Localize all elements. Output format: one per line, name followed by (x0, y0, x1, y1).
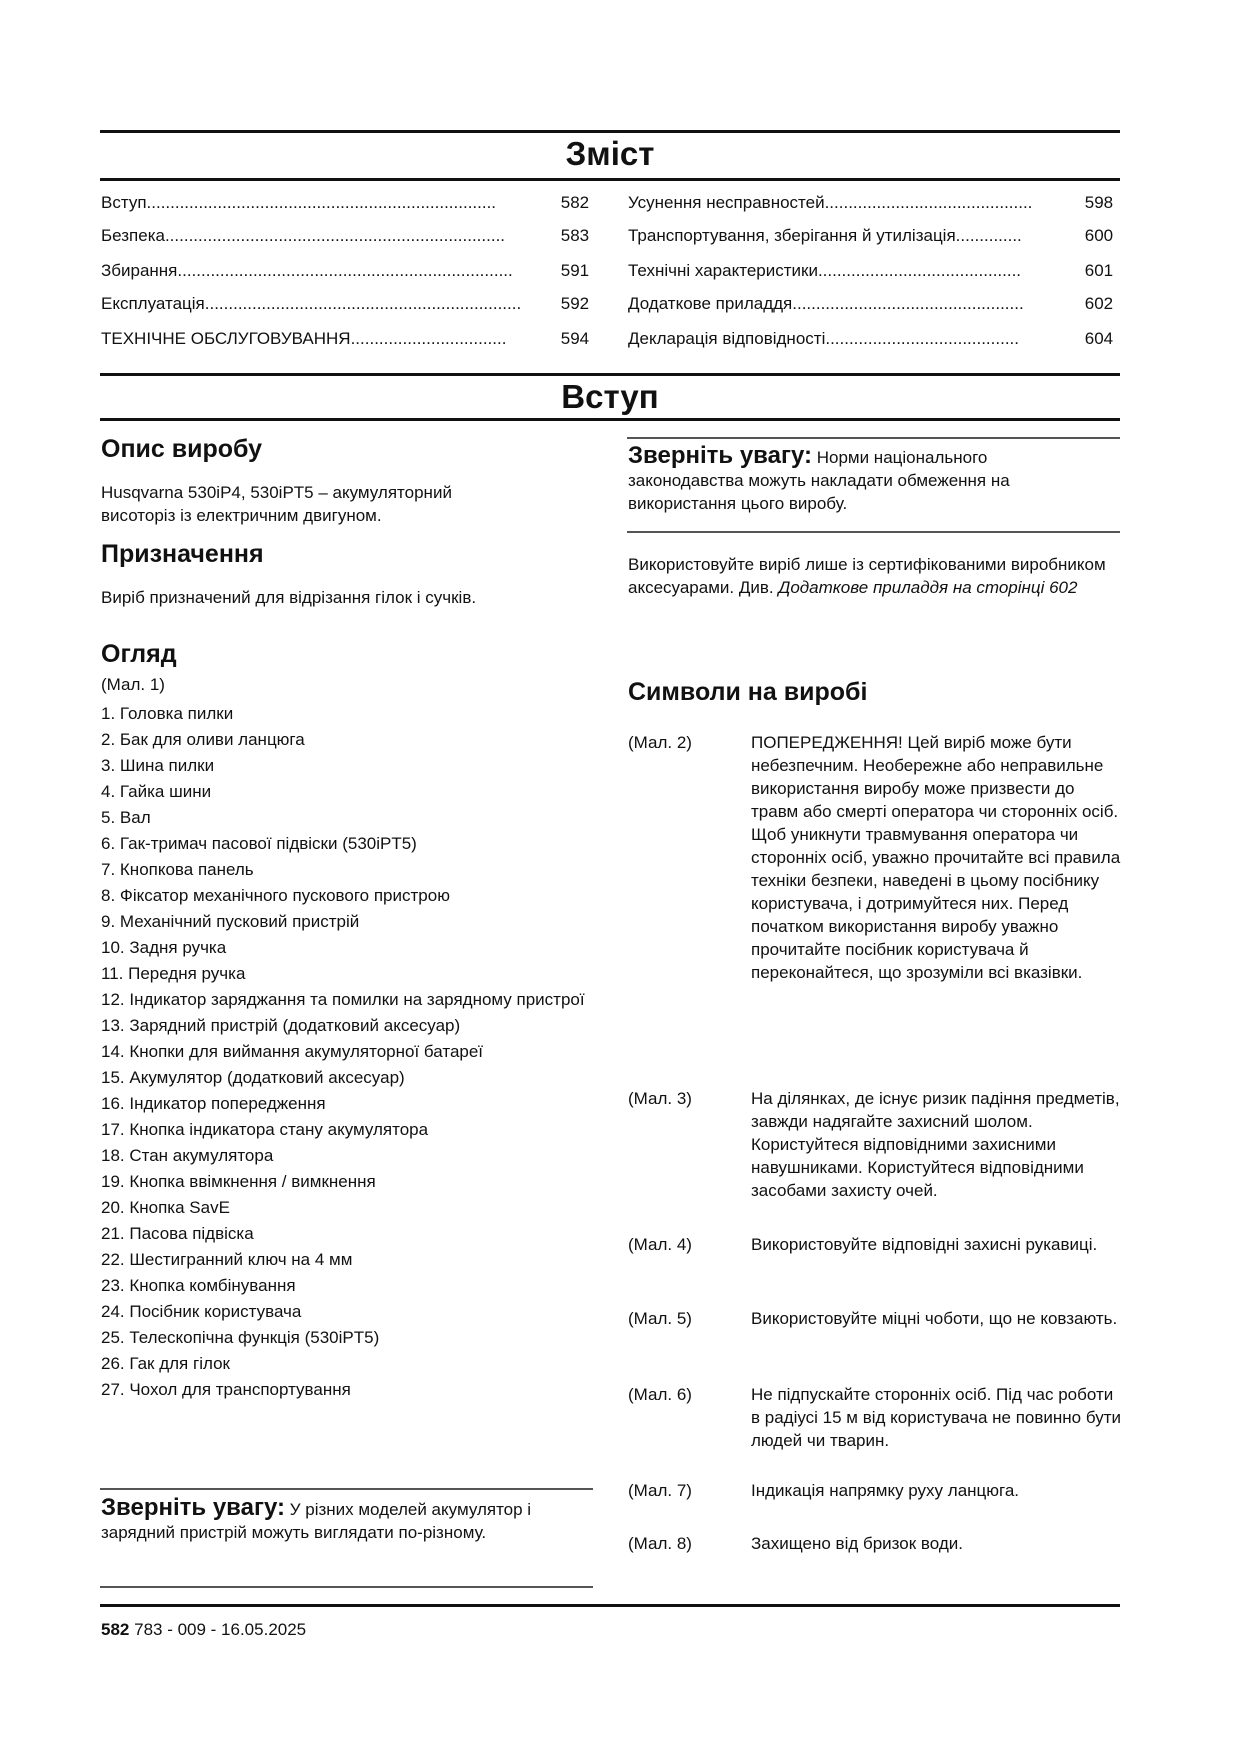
intro-title-rule (100, 418, 1120, 421)
toc-item[interactable] (101, 193, 589, 213)
list-item: 7. Кнопкова панель (101, 860, 254, 879)
footer-page-number: 582 (101, 1620, 130, 1639)
list-item: 5. Вал (101, 808, 151, 827)
list-item: 13. Зарядний пристрій (додатковий аксесуар) (101, 1016, 461, 1035)
toc-item-text: Збирання....................................................................... (101, 261, 513, 280)
toc-item-text: Безпека........................................................................ (101, 226, 506, 245)
list-item: 10. Задня ручка (101, 938, 227, 957)
toc-item-page: 594 (560, 329, 590, 348)
note-right-top-rule (627, 437, 1120, 439)
list-item: 15. Акумулятор (додатковий аксесуар) (101, 1068, 405, 1087)
toc-item-text: Транспортування, зберігання й утилізація.............. (628, 226, 1022, 245)
toc-item-page: 598 (1084, 193, 1114, 212)
list-item: 3. Шина пилки (101, 756, 215, 775)
toc-item-page: 604 (1084, 329, 1114, 348)
toc-item-text: Додаткове приладдя................................................. (628, 294, 1024, 313)
toc-item[interactable] (101, 294, 589, 314)
symbol-text: Індикація напрямку руху ланцюга. (751, 1481, 1020, 1500)
toc-item[interactable] (628, 294, 1113, 314)
toc-item-text: Технічні характеристики........................................... (628, 261, 1022, 280)
symbols-heading: Символи на виробі (628, 678, 868, 706)
toc-item-page: 602 (1084, 294, 1114, 313)
toc-item[interactable] (101, 329, 589, 349)
toc-item-text: Експлуатація................................................................... (101, 294, 522, 313)
accessories-link[interactable]: Додаткове приладдя на сторінці 602 (778, 578, 1078, 597)
list-item: 27. Чохол для транспортування (101, 1380, 351, 1399)
symbol-fig-ref: (Мал. 6) (628, 1385, 692, 1404)
toc-item[interactable] (628, 226, 1113, 246)
note-left (101, 1496, 581, 1544)
top-rule (100, 130, 1120, 133)
list-item: 6. Гак-тримач пасової підвіски (530iPT5) (101, 834, 417, 853)
purpose-heading: Призначення (101, 540, 264, 568)
symbol-text: Захищено від бризок води. (751, 1534, 963, 1553)
list-item: 4. Гайка шини (101, 782, 212, 801)
footer-rule (100, 1604, 1120, 1607)
toc-item-text: Декларація відповідності......................................... (628, 329, 1019, 348)
list-item: 17. Кнопка індикатора стану акумулятора (101, 1120, 429, 1139)
list-item: 16. Індикатор попередження (101, 1094, 326, 1113)
toc-title: Зміст (565, 135, 655, 172)
list-item: 21. Пасова підвіска (101, 1224, 254, 1243)
symbol-fig-ref: (Мал. 8) (628, 1534, 692, 1553)
toc-item-page: 601 (1084, 261, 1114, 280)
list-item: 20. Кнопка SavE (101, 1198, 230, 1217)
list-item: 9. Механічний пусковий пристрій (101, 912, 360, 931)
toc-item[interactable] (101, 261, 589, 281)
symbol-fig-ref: (Мал. 5) (628, 1309, 692, 1328)
symbol-text: ПОПЕРЕДЖЕННЯ! Цей виріб може бути небезпечним. Необережне або неправильне використання виробу може призвести до травм або смерті оператора чи сторонніх осіб. Щоб уникнути травмування оператора чи сторонніх осіб, уважно прочитайте всі правила техніки безпеки, наведені в цьому посібнику користувача, і дотримуйтеся них. Перед початком використання виробу уважно прочитайте посібник користувача й переконайтеся, що зрозуміли всі вказівки. (751, 733, 1121, 982)
note-left-top-rule (100, 1488, 593, 1490)
intro-top-rule (100, 373, 1120, 376)
toc-item-page: 582 (560, 193, 590, 212)
product-desc-heading: Опис виробу (101, 435, 263, 463)
list-item: 25. Телескопічна функція (530iPT5) (101, 1328, 380, 1347)
toc-item-text: Вступ.......................................................................... (101, 193, 497, 212)
toc-title-rule (100, 178, 1120, 181)
list-item: 23. Кнопка комбінування (101, 1276, 296, 1295)
list-item: 18. Стан акумулятора (101, 1146, 274, 1165)
toc-item[interactable] (628, 193, 1113, 213)
toc-item-page: 591 (560, 261, 590, 280)
overview-list (101, 702, 601, 1404)
accessories-text: Використовуйте виріб лише із сертифікованими виробником аксесуарами. Див. (628, 555, 1106, 597)
symbol-text: Не підпускайте сторонніх осіб. Під час роботи в радіусі 15 м від користувача не повинно бути людей чи тварин. (751, 1385, 1121, 1450)
note-right-title: Зверніть увагу: (628, 442, 812, 469)
toc-item[interactable] (628, 261, 1113, 281)
page-footer (101, 1620, 306, 1640)
symbol-fig-ref: (Мал. 3) (628, 1089, 692, 1108)
overview-heading: Огляд (101, 640, 177, 668)
product-desc-text: Husqvarna 530iP4, 530iPT5 – акумуляторний висоторіз із електричним двигуном. (101, 483, 452, 525)
note-right-bottom-rule (627, 531, 1120, 533)
list-item: 11. Передня ручка (101, 964, 246, 983)
symbol-text: Використовуйте міцні чоботи, що не ковзають. (751, 1309, 1118, 1328)
list-item: 14. Кнопки для виймання акумуляторної батареї (101, 1042, 484, 1061)
list-item: 1. Головка пилки (101, 704, 234, 723)
toc-item-text: ТЕХНІЧНЕ ОБСЛУГОВУВАННЯ................................. (101, 329, 507, 348)
toc-item-page: 583 (560, 226, 590, 245)
note-left-text: У різних моделей акумулятор і зарядний пристрій можуть виглядати по-різному. (101, 1500, 532, 1542)
note-left-bottom-rule (100, 1586, 593, 1588)
toc-item-page: 600 (1084, 226, 1114, 245)
list-item: 26. Гак для гілок (101, 1354, 230, 1373)
intro-title: Вступ (561, 378, 659, 415)
list-item: 12. Індикатор заряджання та помилки на зарядному пристрої (101, 990, 585, 1009)
purpose-text: Виріб призначений для відрізання гілок і сучків. (101, 588, 477, 607)
footer-doc-id: 783 - 009 - 16.05.2025 (134, 1620, 307, 1639)
note-right (628, 444, 1088, 515)
list-item: 19. Кнопка ввімкнення / вимкнення (101, 1172, 376, 1191)
list-item: 22. Шестигранний ключ на 4 мм (101, 1250, 353, 1269)
note-left-title: Зверніть увагу: (101, 1494, 285, 1521)
list-item: 8. Фіксатор механічного пускового пристрою (101, 886, 450, 905)
list-item: 2. Бак для оливи ланцюга (101, 730, 305, 749)
symbol-fig-ref: (Мал. 7) (628, 1481, 692, 1500)
note-right-text: Норми національного законодавства можуть накладати обмеження на використання цього виробу. (628, 448, 1010, 513)
overview-fig-ref: (Мал. 1) (101, 675, 165, 694)
symbol-fig-ref: (Мал. 4) (628, 1235, 692, 1254)
list-item: 24. Посібник користувача (101, 1302, 302, 1321)
toc-item-text: Усунення несправностей............................................ (628, 193, 1033, 212)
symbol-text: На ділянках, де існує ризик падіння предметів, завжди надягайте захисний шолом. Користуйтеся відповідними захисними навушниками. Користуйтеся відповідними засобами захисту очей. (751, 1089, 1120, 1200)
symbol-fig-ref: (Мал. 2) (628, 733, 692, 752)
toc-item-page: 592 (560, 294, 590, 313)
accessories-note (628, 553, 1118, 599)
symbol-text: Використовуйте відповідні захисні рукавиці. (751, 1235, 1098, 1254)
toc-item[interactable] (101, 226, 589, 246)
toc-item[interactable] (628, 329, 1113, 349)
